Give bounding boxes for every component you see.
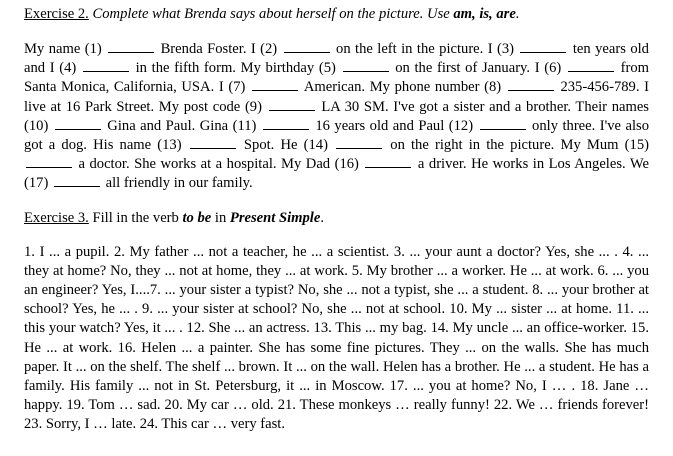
answer-blank-1[interactable] xyxy=(108,40,154,53)
ex2-segment: Brenda Foster. I (2) xyxy=(160,41,278,57)
exercise-3-instruction-verb: to be xyxy=(182,209,212,226)
ex2-segment: all friendly in our family. xyxy=(105,175,253,192)
ex2-segment: on the first of January. I (6) xyxy=(395,60,562,77)
ex2-segment: a doctor. She works at a hospital. My Dad (16) xyxy=(78,156,359,173)
ex2-segment: from Santa Monica, California, USA. I (7) xyxy=(24,60,649,96)
exercise-3-instruction-end: . xyxy=(320,209,324,226)
exercise-3-instruction-mid: in xyxy=(211,209,230,226)
ex2-segment: My name (1) xyxy=(24,41,102,57)
answer-blank-6[interactable] xyxy=(568,59,614,72)
exercise-3-instruction-start: Fill in the verb xyxy=(88,209,183,226)
ex2-segment: on the left in the picture. I (3) xyxy=(336,41,515,57)
exercise-3-text: 1. I ... a pupil. 2. My father ... not a teacher, he ... a scientist. 3. ... your aunt a doctor? Yes, she ... . 4. ... they at home? No, they ... not at home, they ... at work. 5. My brother ... a worker. He ... at work. 6. ... you an engineer? Yes, I....7. ... your sister a typist? No, she ... not a typist, she ... a student. 8. ... your brother at school? Yes, he ... . 9. ... your sister at school? No, she ... not at school. 10. My ... sister ... at home. 11. ... this your watch? Yes, it ... . 12. She ... an actress. 13. This ... my bag. 14. My uncle ... an office-worker. 15. He ... at work. 16. Helen ... a painter. She has some fine pictures. They ... on the walls. She has much paper. It ... on the shelf. The shelf ... brown. It ... on the wall. Helen has a brother. He ... a student. He has a family. His family ... not in St. Petersburg, it ... in Moscow. 17. ... you at home? No, I … . 18. Jane … happy. 19. Tom … sad. 20. My car … old. 21. These monkeys … really funny! 22. We … friends forever! 23. Sorry, I … late. 24. This car … very fast. xyxy=(24,243,649,433)
ex2-segment: only three. I've also got a dog. His name (13) xyxy=(24,117,650,154)
answer-blank-16[interactable] xyxy=(365,155,411,168)
ex2-segment: ten years old and I (4) xyxy=(24,41,649,77)
answer-blank-7[interactable] xyxy=(252,78,298,91)
answer-blank-2[interactable] xyxy=(284,40,330,53)
answer-blank-10[interactable] xyxy=(55,117,101,130)
ex2-segment: 235-456-789. I live at 16 Park Street. My post code (9) xyxy=(24,79,649,115)
answer-blank-12[interactable] xyxy=(480,117,526,130)
answer-blank-13[interactable] xyxy=(190,136,236,149)
exercise-2-instruction-start: Complete what Brenda says about herself on the picture. Use xyxy=(92,6,454,22)
answer-blank-17[interactable] xyxy=(54,174,100,187)
ex2-segment: American. My phone number (8) xyxy=(303,79,502,96)
answer-blank-5[interactable] xyxy=(343,59,389,72)
exercise-3-label: Exercise 3. xyxy=(24,209,89,226)
ex2-segment: Spot. He (14) xyxy=(243,137,328,154)
answer-blank-4[interactable] xyxy=(83,59,129,72)
exercise-2-heading xyxy=(24,5,649,24)
ex2-segment: Gina and Paul. Gina (11) xyxy=(107,117,257,134)
ex2-segment: on the right in the picture. My Mum (15) xyxy=(390,137,649,154)
answer-blank-8[interactable] xyxy=(508,78,554,91)
exercise-3-instruction-tense: Present Simple xyxy=(229,209,321,226)
ex2-segment: 16 years old and Paul (12) xyxy=(315,117,474,134)
exercise-2-instruction-end: . xyxy=(515,6,520,22)
answer-blank-3[interactable] xyxy=(520,40,566,53)
exercise-2-instruction-words: am, is, are xyxy=(453,6,516,22)
answer-blank-15[interactable] xyxy=(26,155,72,168)
exercise-2-instruction xyxy=(93,6,520,22)
exercise-2-text xyxy=(24,40,649,194)
answer-blank-11[interactable] xyxy=(263,117,309,130)
ex2-segment: in the fifth form. My birthday (5) xyxy=(135,60,336,77)
ex2-segment: a driver. He works in Los Angeles. We (17) xyxy=(24,156,649,192)
exercise-3-heading xyxy=(24,209,649,228)
ex2-segment: LA 30 SM. I've got a sister and a brother. Their names (10) xyxy=(24,98,649,134)
answer-blank-14[interactable] xyxy=(336,136,382,149)
exercise-2-label: Exercise 2. xyxy=(24,6,89,22)
answer-blank-9[interactable] xyxy=(269,98,315,111)
